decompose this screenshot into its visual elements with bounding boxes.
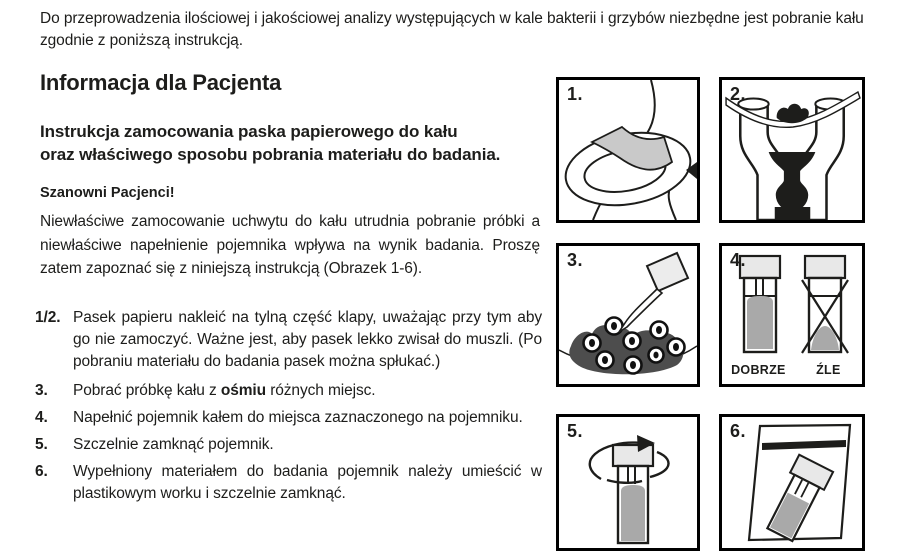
subtitle bbox=[40, 120, 500, 166]
panel-number: 4. bbox=[730, 250, 747, 270]
panel-number: 3. bbox=[567, 250, 584, 270]
panel-number: 6. bbox=[730, 421, 747, 441]
illustration-panel-3-stool-sampling bbox=[556, 243, 700, 387]
page-title: Informacja dla Pacjenta bbox=[40, 70, 282, 95]
salutation: Szanowni Pacjenci! bbox=[40, 185, 175, 201]
step-number: 1/2. bbox=[35, 309, 61, 326]
step-number: 3. bbox=[35, 382, 48, 399]
illustration-panel-1-toilet-seat-strip bbox=[556, 77, 700, 223]
step-number: 6. bbox=[35, 463, 48, 480]
step-text: Pasek papieru nakleić na tylną część klapy, uważając przy tym aby go nie zamoczyć. Ważne jest, aby pasek lekko zwisał do muszli. (Po pobraniu materiału do badania pasek można spłukać.) bbox=[73, 309, 542, 370]
instruction-list bbox=[35, 307, 542, 510]
illustration-panel-2-toilet-cross-section bbox=[719, 77, 865, 223]
step-text: Wypełniony materiałem do badania pojemnik należy umieścić w plastikowym worku i szczelnie zamknąć. bbox=[73, 463, 542, 502]
list-item bbox=[35, 461, 542, 505]
list-item bbox=[35, 380, 542, 402]
lead-paragraph: Niewłaściwe zamocowanie uchwytu do kału utrudnia pobranie próbki a niewłaściwe napełnienie pojemnika wpływa na wynik badania. Proszę zatem zapoznać się z niniejszą instrukcją (Obrazek 1-6). bbox=[40, 213, 540, 277]
step-number: 5. bbox=[35, 436, 48, 453]
intro-paragraph bbox=[40, 8, 885, 52]
list-item bbox=[35, 307, 542, 373]
step-text: Szczelnie zamknąć pojemnik. bbox=[73, 436, 274, 453]
step-text: Pobrać próbkę kału z ośmiu różnych miejsc. bbox=[73, 382, 376, 399]
step-number: 4. bbox=[35, 409, 48, 426]
list-item bbox=[35, 434, 542, 456]
subtitle-line-1: Instrukcja zamocowania paska papierowego do kału bbox=[40, 122, 458, 141]
subtitle-line-2: oraz właściwego sposobu pobrania materiału do badania. bbox=[40, 145, 501, 164]
panel-number: 1. bbox=[567, 84, 584, 104]
caption-bad: ŹLE bbox=[816, 363, 841, 377]
illustration-panel-5-close-container bbox=[556, 414, 700, 551]
panel-number: 5. bbox=[567, 421, 584, 441]
caption-good: DOBRZE bbox=[731, 363, 786, 377]
intro-line-2: zgodnie z poniższą instrukcją. bbox=[40, 32, 243, 49]
panel-number: 2. bbox=[730, 84, 747, 104]
intro-line-1: Do przeprowadzenia ilościowej i jakościowej analizy występujących w kale bakterii i grzybów niezbędne jest pobranie kału bbox=[40, 10, 864, 27]
illustration-panel-6-plastic-bag bbox=[719, 414, 865, 551]
illustration-panel-4-fill-level bbox=[719, 243, 865, 387]
list-item bbox=[35, 407, 542, 429]
step-text: Napełnić pojemnik kałem do miejsca zaznaczonego na pojemniku. bbox=[73, 409, 523, 426]
